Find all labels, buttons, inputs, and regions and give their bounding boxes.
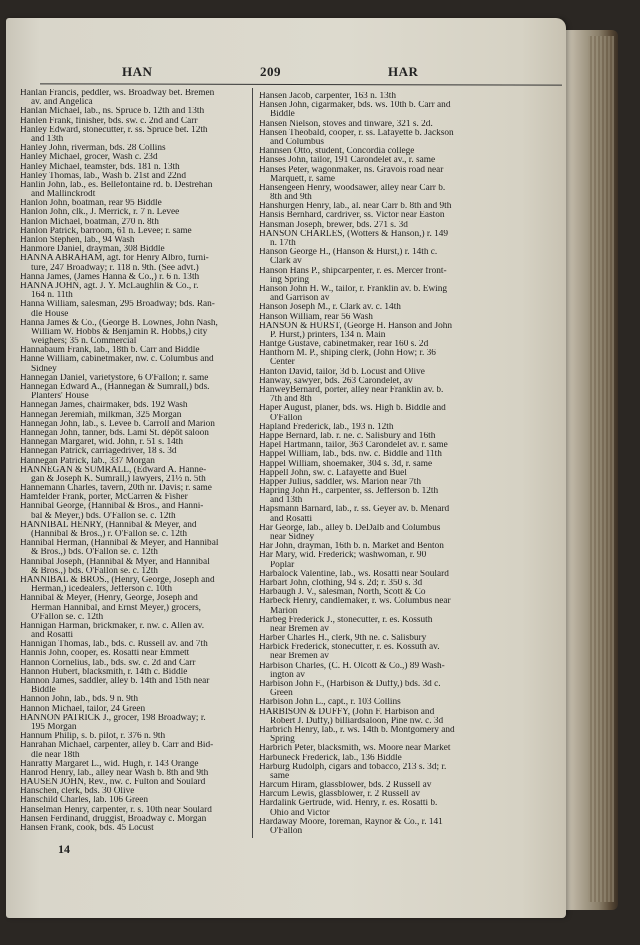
directory-entry: [20, 374, 249, 383]
entry-line: Hanrod Henry, lab., alley near Wash b. 8th and 9th: [20, 768, 209, 778]
entry-continuation-line: and 13th: [31, 134, 64, 144]
entry-continuation-line: Biddle: [270, 110, 295, 120]
entry-line: Hantge Gustave, cabinetmaker, rear 160 s. 2d: [259, 340, 429, 350]
entry-line: Hannigan Thomas, lab., bds. c. Russell av. and 7th: [20, 640, 208, 650]
entry-line: Hannibal & Meyer, (Henry, George, Joseph and: [20, 594, 198, 604]
entry-line: Harbuneck Frederick, lab., 136 Biddle: [259, 753, 402, 763]
entry-line: Hansen Theobald, cooper, r. ss. Lafayette b. Jackson: [259, 128, 454, 138]
directory-entry: [259, 166, 549, 184]
directory-entry: [259, 423, 549, 432]
directory-entry: [20, 521, 249, 539]
directory-entry: [259, 579, 549, 588]
entry-line: Hanlan Michael, lab., ns. Spruce b. 12th and 13th: [20, 107, 205, 117]
entry-continuation-line: ington av: [270, 670, 305, 680]
directory-entry: [20, 815, 249, 824]
entry-line: Hannegan James, chairmaker, bds. 192 Wash: [20, 401, 188, 411]
signature-mark: 14: [58, 842, 70, 856]
directory-entry: [259, 313, 549, 322]
entry-line: Hansen Jacob, carpenter, 163 n. 13th: [259, 92, 396, 101]
entry-line: Hansis Bernhard, cardriver, ss. Victor near Easton: [259, 211, 445, 221]
directory-entry: [259, 432, 549, 441]
entry-continuation-line: and Rosatti: [31, 631, 74, 641]
entry-line: Hannis John, cooper, es. Rosatti near Emmett: [20, 649, 190, 659]
entry-line: Hanway, sawyer, bds. 263 Carondelet, av: [259, 376, 413, 386]
directory-entry: [20, 438, 249, 447]
directory-entry: [259, 386, 549, 404]
entry-continuation-line: Center: [270, 358, 295, 368]
entry-line: Harbrich Henry, lab., r. ws. 14th b. Montgomery and: [259, 725, 455, 735]
entry-continuation-line: 8th and 9th: [270, 193, 312, 203]
directory-entry: [20, 778, 249, 787]
directory-entry: [259, 570, 549, 579]
entry-line: Hardalink Gertrude, wid. Henry, r. es. Rosatti b.: [259, 799, 438, 809]
directory-entry: [259, 662, 549, 680]
entry-continuation-line: Biddle: [31, 686, 56, 696]
directory-entry: [20, 705, 249, 714]
entry-line: Hapsmann Barnard, lab., r. ss. Geyer av. b. Menard: [259, 505, 450, 515]
entry-continuation-line: dle near 18th: [31, 750, 80, 760]
entry-continuation-line: P. Hurst,) printers, 134 n. Main: [270, 330, 386, 340]
directory-entry: [259, 790, 549, 799]
entry-line: Hanna William, salesman, 295 Broadway; bds. Ran-: [20, 300, 215, 310]
entry-line: Hanley Michael, teamster, bds. 181 n. 13th: [20, 162, 180, 172]
directory-entry: [20, 622, 249, 640]
entry-line: Harbison Charles, (C. H. Olcott & Co.,) 89 Wash-: [259, 661, 445, 671]
entry-continuation-line: 195 Morgan: [31, 722, 77, 732]
entry-line: Hannegan Edward A., (Hannegan & Sumrall,) bds.: [20, 383, 210, 392]
directory-entry: [259, 120, 549, 129]
entry-line: Harbick Frederick, stonecutter, r. es. Kossuth av.: [259, 643, 440, 653]
directory-entry: [259, 551, 549, 569]
right-guide-word: HAR: [388, 64, 419, 79]
directory-entry: [20, 319, 249, 347]
directory-entry: [20, 796, 249, 805]
directory-entry: [259, 698, 549, 707]
entry-continuation-line: Planters' House: [31, 392, 89, 402]
entry-line: Hansen Ferdinand, druggist, Broadway c. Morgan: [20, 814, 207, 824]
directory-entry: [20, 153, 249, 162]
entry-line: Hannon Hubert, blacksmith, r. 14th c. Biddle: [20, 667, 188, 677]
directory-entry: [259, 211, 549, 220]
entry-continuation-line: Poplar: [270, 560, 295, 570]
directory-entry: [20, 539, 249, 557]
directory-entry: [20, 447, 249, 456]
directory-entry: [259, 763, 549, 781]
entry-continuation-line: Ohio and Victor: [270, 808, 330, 818]
directory-entry: [259, 377, 549, 386]
directory-entry: [20, 493, 249, 502]
entry-continuation-line: ture, 247 Broadway; r. 118 n. 9th. (See advt.): [31, 263, 199, 273]
entry-continuation-line: near Sidney: [270, 533, 315, 542]
entry-line: HANSON & HURST, (George H. Hanson and John: [259, 321, 453, 331]
entry-line: HANNEGAN & SUMRALL, (Edward A. Hanne-: [20, 465, 207, 475]
entry-line: Hannegan John, tanner, bds. Lami St. dépôt saloon: [20, 428, 209, 438]
entry-line: Harbaugh J. V., salesman, North, Scott & Co: [259, 588, 426, 598]
entry-line: Haper August, planer, bds. ws. High b. Biddle and: [259, 404, 446, 414]
directory-entry: [259, 588, 549, 597]
entry-continuation-line: Green: [270, 689, 293, 699]
entry-continuation-line: O'Fallon: [270, 827, 303, 836]
entry-line: Hannibal George, (Hannibal & Bros., and Hanni-: [20, 502, 204, 512]
entry-line: Hannigan Harman, brickmaker, r. nw. c. Allen av.: [20, 621, 205, 631]
entry-line: Hansen Frank, cook, bds. 45 Locust: [20, 824, 154, 833]
directory-entry: [20, 355, 249, 373]
entry-line: Hapland Frederick, lab., 193 n. 12th: [259, 422, 394, 432]
entry-line: Hanna James, (James Hanna & Co.,) r. 6 n. 13th: [20, 272, 200, 282]
directory-entry: [20, 760, 249, 769]
entry-line: Hannon Michael, tailor, 24 Green: [20, 704, 146, 714]
entry-continuation-line: Marquett, r. same: [270, 174, 336, 184]
entry-line: Hanson Hans P., shipcarpenter, r. es. Mercer front-: [259, 266, 447, 276]
entry-line: Harbalock Valentine, lab., ws. Rosatti near Soulard: [259, 569, 449, 579]
entry-continuation-line: near Bremen av: [270, 624, 329, 634]
directory-entry: [259, 708, 549, 726]
directory-entry: [259, 129, 549, 147]
entry-continuation-line: O'Fallon: [270, 413, 303, 423]
directory-entry: [259, 221, 549, 230]
entry-line: Hanlon Patrick, barroom, 61 n. Levee; r. same: [20, 226, 192, 236]
directory-entry: [259, 147, 549, 156]
entry-line: Hanlon Stephen, lab., 94 Wash: [20, 236, 135, 245]
entry-line: Hanselman Henry, carpenter, r. s. 10th near Soulard: [20, 805, 212, 815]
entry-line: Hannibal Herman, (Hannibal & Meyer, and Hannibal: [20, 539, 219, 549]
entry-line: Hapel Hartmann, tailor, 363 Carondelet av. r. same: [259, 441, 448, 451]
entry-line: Hanlin John, lab., es. Bellefontaine rd. b. Destrehan: [20, 180, 213, 190]
entry-line: Hanschild Charles, lab. 106 Green: [20, 796, 149, 806]
entry-line: Hannon John, lab., bds. 9 n. 9th: [20, 695, 139, 705]
entry-line: Hannon Cornelius, lab., bds. sw. c. 2d and Carr: [20, 658, 196, 668]
directory-entry: [20, 163, 249, 172]
directory-entry: [259, 680, 549, 698]
directory-entry: [259, 322, 549, 340]
entry-line: Har John, drayman, 16th b. n. Market and Benton: [259, 542, 444, 552]
left-column: [20, 89, 249, 833]
directory-entry: [259, 781, 549, 790]
directory-entry: [259, 616, 549, 634]
entry-line: Harbart John, clothing, 94 s. 2d; r. 350 s. 3d: [259, 578, 423, 588]
directory-entry: [259, 478, 549, 487]
directory-entry: [259, 349, 549, 367]
entry-line: Hansengeen Henry, woodsawer, alley near Carr b.: [259, 183, 446, 193]
directory-entry: [20, 401, 249, 410]
entry-line: Happe Bernard, lab. r. ne. c. Salisbury and 16th: [259, 431, 436, 441]
entry-line: Hannegan John, lab., s. Levee b. Carroll and Marion: [20, 419, 215, 429]
entry-line: Harber Charles H., clerk, 9th ne. c. Salisbury: [259, 634, 427, 644]
directory-entry: [259, 754, 549, 763]
entry-line: Happel William, shoemaker, 304 s. 3d, r. same: [259, 459, 433, 469]
directory-entry: [259, 267, 549, 285]
entry-line: Hannon James, saddler, alley b. 14th and 15th near: [20, 677, 210, 686]
directory-entry: [20, 429, 249, 438]
directory-entry: [259, 184, 549, 202]
directory-entry: [20, 558, 249, 576]
directory-entry: [259, 597, 549, 615]
entry-continuation-line: and Rosatti: [270, 514, 313, 524]
directory-entry: [259, 101, 549, 119]
entry-line: HANNA ABRAHAM, agt. for Henry Albro, furni-: [20, 254, 209, 264]
entry-line: Hanson Joseph M., r. Clark av. c. 14th: [259, 303, 401, 313]
entry-line: Harcum Lewis, glassblower, r. 2 Russell av: [259, 790, 421, 800]
directory-entry: [259, 230, 549, 248]
entry-line: HanweyBernard, porter, alley near Franklin av. b.: [259, 386, 444, 395]
entry-line: Harcum Hiram, glassblower, bds. 2 Russell av: [259, 781, 432, 791]
entry-line: Har George, lab., alley b. DeDalb and Columbus: [259, 523, 441, 533]
directory-entry: [259, 248, 549, 266]
directory-entry: [259, 505, 549, 523]
entry-continuation-line: ing Spring: [270, 275, 309, 285]
directory-entry: [20, 732, 249, 741]
entry-line: Happer Julius, saddler, ws. Marion near 7th: [259, 477, 422, 487]
entry-continuation-line: bal & Meyer,) bds. O'Fallon se. c. 12th: [31, 511, 176, 521]
entry-line: HANSON CHARLES, (Wotters & Hanson,) r. 149: [259, 229, 449, 239]
entry-continuation-line: and 13th: [270, 496, 303, 506]
directory-entry: [259, 460, 549, 469]
entry-line: Happel William, lab., bds. nw. c. Biddle and 11th: [259, 450, 442, 460]
entry-line: Hanley John, riverman, bds. 28 Collins: [20, 144, 166, 154]
entry-line: Hanlon John, clk., J. Merrick, r. 7 n. Levee: [20, 208, 180, 218]
entry-continuation-line: weighers; 35 n. Commercial: [31, 337, 137, 347]
entry-line: Hanlan Francis, peddler, ws. Broadway bet. Bremen: [20, 89, 215, 98]
entry-line: Har Mary, wid. Frederick; washwoman, r. 90: [259, 551, 427, 561]
entry-line: Harburg Rudolph, cigars and tobacco, 213 s. 3d; r.: [259, 762, 447, 772]
directory-entry: [20, 89, 249, 107]
entry-line: Hanratty Margaret L., wid. Hugh, r. 143 Orange: [20, 759, 199, 769]
directory-entry: [20, 787, 249, 796]
entry-line: Hannemann Charles, tavern, 20th nr. Davis; r. same: [20, 484, 212, 494]
entry-continuation-line: av. and Angelica: [31, 98, 93, 108]
entry-line: Hannibal Joseph, (Hannibal & Myer, and Hannibal: [20, 557, 210, 567]
entry-line: Hanrahan Michael, carpenter, alley b. Carr and Bid-: [20, 741, 214, 751]
directory-entry: [20, 769, 249, 778]
directory-entry: [20, 484, 249, 493]
directory-entry: [20, 411, 249, 420]
entry-line: Hanmore Daniel, drayman, 308 Biddle: [20, 245, 165, 255]
directory-entry: [20, 457, 249, 466]
directory-entry: [20, 218, 249, 227]
directory-entry: [259, 450, 549, 459]
directory-entry: [20, 668, 249, 677]
entry-line: Harbison John L., capt., r. 103 Collins: [259, 698, 401, 708]
directory-entry: [20, 227, 249, 236]
entry-line: Hamfelder Frank, porter, McCarren & Fisher: [20, 493, 188, 503]
directory-entry: [20, 383, 249, 401]
book-page-edges-texture: [588, 36, 614, 902]
entry-continuation-line: gan & Joseph K. Sumrall,) lawyers, 21½ n. 5th: [31, 474, 206, 484]
entry-continuation-line: Robert J. Duffy,) billiardsaloon, Pine nw. c. 3d: [270, 716, 444, 726]
entry-continuation-line: 164 n. 11th: [31, 291, 73, 301]
entry-continuation-line: and Mallinckrodt: [31, 190, 96, 200]
column-divider: [252, 88, 253, 838]
entry-continuation-line: & Bros.,) bds. O'Fallon se. c. 12th: [31, 566, 158, 576]
entry-continuation-line: near Bremen av: [270, 652, 329, 662]
entry-line: Hanlen Frank, finisher, bds. sw. c. 2nd and Carr: [20, 116, 198, 126]
entry-continuation-line: and Columbus: [270, 137, 324, 147]
directory-entry: [259, 469, 549, 478]
entry-line: Hanlon John, boatman, rear 95 Biddle: [20, 199, 162, 209]
directory-entry: [20, 282, 249, 300]
right-column: [259, 92, 549, 836]
directory-entry: [20, 236, 249, 245]
directory-entry: [20, 273, 249, 282]
entry-continuation-line: Clark av: [270, 257, 302, 267]
directory-entry: [20, 806, 249, 815]
entry-line: Hanna James & Co., (George B. Lownes, John Nash,: [20, 318, 218, 328]
directory-entry: [259, 404, 549, 422]
entry-continuation-line: same: [270, 771, 290, 781]
directory-entry: [259, 487, 549, 505]
entry-line: Harbeck Henry, candlemaker, r. ws. Columbus near: [259, 597, 451, 607]
entry-line: Hannegan Patrick, carriagedriver, 18 s. 3d: [20, 447, 177, 457]
directory-entry: [259, 726, 549, 744]
entry-continuation-line: n. 17th: [270, 239, 296, 248]
directory-entry: [259, 202, 549, 211]
directory-entry: [20, 199, 249, 208]
directory-entry: [20, 117, 249, 126]
entry-line: Hanley Edward, stonecutter, r. ss. Spruce bet. 12th: [20, 125, 208, 135]
entry-line: Hannegan Margaret, wid. John, r. 51 s. 14th: [20, 438, 184, 448]
directory-entry: [20, 714, 249, 732]
entry-line: Hanlon Michael, boatman, 270 n. 8th: [20, 217, 159, 227]
directory-entry: [20, 420, 249, 429]
entry-line: Hansen John, cigarmaker, bds. ws. 10th b. Carr and: [259, 101, 451, 111]
entry-line: Hannum Philip, s. b. pilot, r. 376 n. 9th: [20, 732, 166, 742]
entry-line: Hanley Thomas, lab., Wash b. 21st and 22nd: [20, 171, 186, 181]
directory-entry: [259, 92, 549, 101]
directory-entry: [20, 245, 249, 254]
directory-entry: [259, 542, 549, 551]
directory-entry: [20, 576, 249, 594]
entry-continuation-line: William W. Hobbs & Benjamin R. Hobbs,) city: [31, 327, 208, 337]
entry-line: Hansen Nielson, stoves and tinware, 321 s. 2d.: [259, 119, 433, 129]
entry-line: Hanley Michael, grocer, Wash c. 23d: [20, 153, 158, 163]
entry-line: Hanson William, rear 56 Wash: [259, 312, 373, 322]
directory-entry: [259, 285, 549, 303]
entry-line: Hannegan Daniel, varietystore, 6 O'Fallon; r. same: [20, 373, 209, 383]
entry-line: Hapring John H., carpenter, ss. Jefferson b. 12th: [259, 487, 439, 497]
entry-line: Hannegan Jeremiah, milkman, 325 Morgan: [20, 410, 182, 420]
entry-line: Hanson John H. W., tailor, r. Franklin av. b. Ewing: [259, 284, 448, 294]
directory-entry: [259, 340, 549, 349]
directory-entry: [259, 634, 549, 643]
entry-line: HAUSEN JOHN, Rev., nw. c. Fulton and Soulard: [20, 778, 206, 788]
directory-entry: [20, 649, 249, 658]
entry-continuation-line: & Bros.,) bds. O'Fallon se. c. 12th: [31, 548, 158, 558]
entry-line: HANNA JOHN, agt. J. Y. McLaughlin & Co., r.: [20, 281, 199, 291]
directory-entry: [259, 799, 549, 817]
directory-entry: [20, 594, 249, 622]
entry-continuation-line: O'Fallon se. c. 12th: [31, 612, 104, 622]
entry-line: Hanson George H., (Hanson & Hurst,) r. 14th c.: [259, 248, 438, 258]
entry-continuation-line: 7th and 8th: [270, 395, 312, 405]
entry-line: Hannabaum Frank, lab., 18th b. Carr and Biddle: [20, 346, 200, 356]
directory-entry: [20, 659, 249, 668]
directory-entry: [20, 824, 249, 833]
directory-entry: [259, 156, 549, 165]
directory-entry: [259, 643, 549, 661]
entry-continuation-line: Spring: [270, 735, 295, 745]
entry-continuation-line: (Hannibal & Bros.,) r. O'Fallon se. c. 12th: [31, 530, 188, 539]
directory-entry: [20, 181, 249, 199]
entry-line: Hardaway Moore, foreman, Raynor & Co., r. 141: [259, 817, 443, 827]
entry-continuation-line: Marion: [270, 606, 298, 616]
directory-entry: [20, 640, 249, 649]
directory-entry: [259, 441, 549, 450]
entry-line: Happell John, sw. c. Lafayette and Buel: [259, 468, 407, 478]
directory-entry: [259, 303, 549, 312]
entry-line: Harbrich Peter, blacksmith, ws. Moore near Market: [259, 744, 451, 754]
directory-entry: [20, 208, 249, 217]
entry-line: Hanshurgen Henry, lab., al. near Carr b. 8th and 9th: [259, 202, 452, 212]
directory-entry: [259, 744, 549, 753]
entry-line: Hanne William, cabinetmaker, nw. c. Columbus and: [20, 355, 214, 365]
entry-line: Hansman Joseph, brewer, bds. 271 s. 3d: [259, 220, 408, 230]
directory-entry: [259, 368, 549, 377]
entry-continuation-line: and Garrison av: [270, 294, 330, 304]
entry-line: Hannsen Otto, student, Concordia college: [259, 147, 415, 157]
directory-entry: [20, 677, 249, 695]
entry-line: Harbison John F., (Harbison & Duffy,) bds. 3d c.: [259, 680, 441, 689]
entry-line: Hanses Peter, wagonmaker, ns. Gravois road near: [259, 165, 444, 175]
directory-entry: [259, 524, 549, 542]
left-guide-word: HAN: [122, 64, 153, 79]
entry-continuation-line: Herman Hannibal, and Ernst Meyer,) grocers,: [31, 603, 202, 613]
entry-line: Hanthorn M. P., shiping clerk, (John How; r. 36: [259, 349, 436, 359]
entry-line: HARBISON & DUFFY, (John F. Harbison and: [259, 707, 435, 717]
entry-line: Hannegan Patrick, lab., 337 Morgan: [20, 456, 155, 466]
directory-entry: [20, 695, 249, 704]
directory-entry: [20, 466, 249, 484]
directory-entry: [20, 300, 249, 318]
entry-line: Harbeg Frederick J., stonecutter, r. es. Kossuth: [259, 615, 433, 625]
directory-entry: [20, 144, 249, 153]
directory-entry: [20, 107, 249, 116]
directory-entry: [20, 346, 249, 355]
entry-line: Hanschen, clerk, bds. 30 Olive: [20, 787, 135, 797]
directory-entry: [20, 502, 249, 520]
entry-continuation-line: Sidney: [31, 364, 57, 374]
directory-entry: [20, 254, 249, 272]
entry-line: Hanton David, tailor, 3d b. Locust and Olive: [259, 367, 425, 377]
entry-line: HANNIBAL HENRY, (Hannibal & Meyer, and: [20, 520, 197, 530]
directory-entry: [20, 741, 249, 759]
entry-line: HANNIBAL & BROS., (Henry, George, Joseph and: [20, 575, 215, 585]
entry-line: Hanses John, tailor, 191 Carondelet av., r. same: [259, 156, 436, 166]
page-number: 209: [260, 64, 281, 79]
directory-entry: [20, 126, 249, 144]
entry-continuation-line: Herman,) icedealers, Jefferson c. 10th: [31, 585, 173, 595]
entry-line: HANNON PATRICK J., grocer, 198 Broadway; r.: [20, 713, 206, 723]
directory-entry: [20, 172, 249, 181]
directory-entry: [259, 818, 549, 836]
entry-continuation-line: dle House: [31, 309, 69, 319]
